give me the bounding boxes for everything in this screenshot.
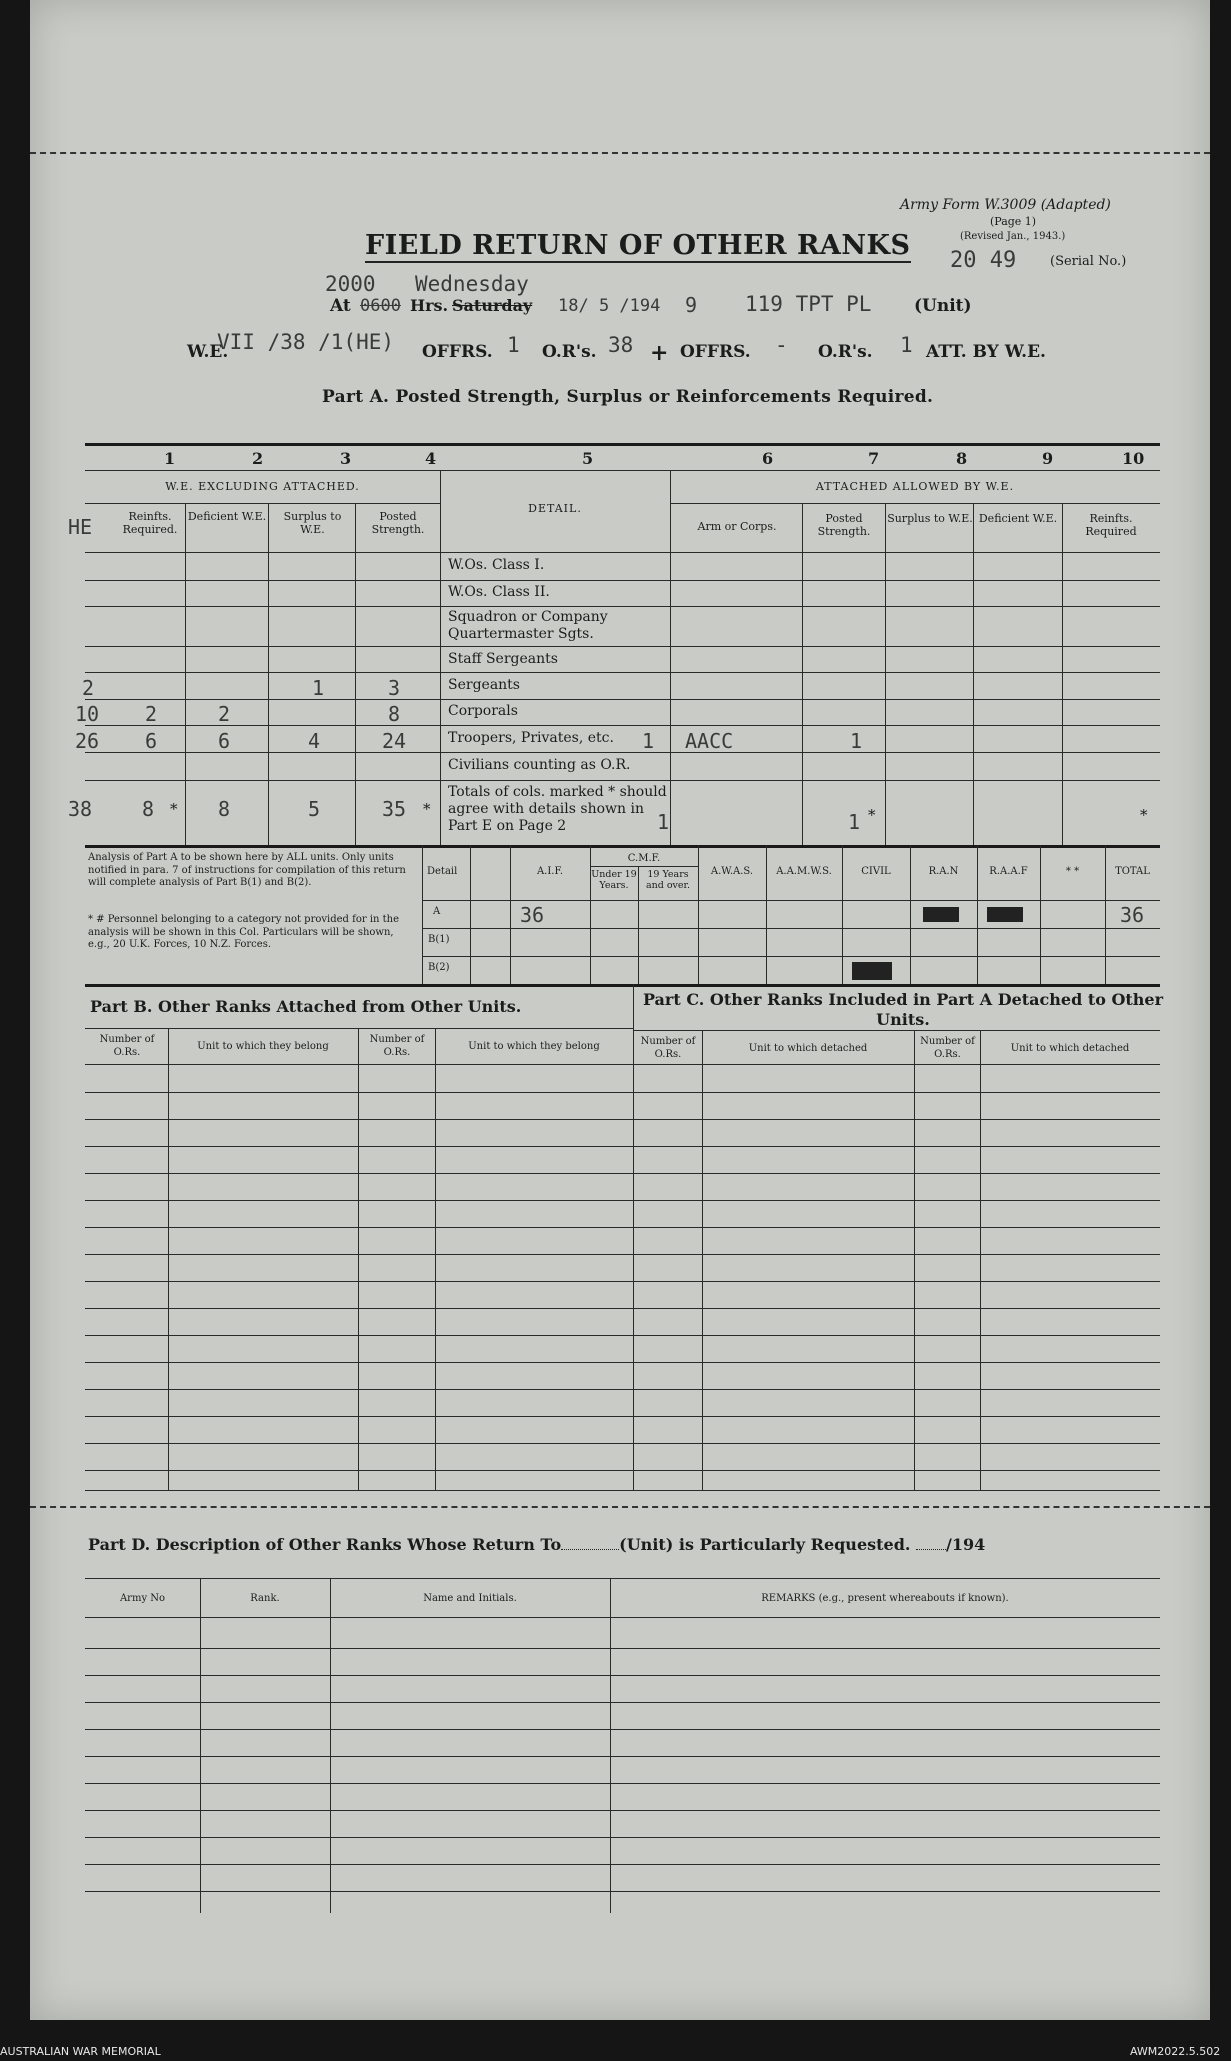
part-d-head-army-no: Army No xyxy=(119,1593,166,1604)
cpl-c2: 2 xyxy=(145,702,158,726)
analysis-a-total: 36 xyxy=(1120,903,1145,927)
perforation-top xyxy=(30,152,1210,154)
row-rule xyxy=(85,646,1160,647)
he-mark: HE xyxy=(68,515,93,539)
head-surplus-att: Surplus to W.E. xyxy=(887,512,973,525)
head-reinfts-att: Reinfts. Required xyxy=(1085,512,1137,538)
part-c-title: Part C. Other Ranks Included in Part A Detached to Other Units. xyxy=(642,990,1164,1029)
redaction-mark xyxy=(987,907,1023,922)
sgt-c1: 2 xyxy=(82,676,95,700)
total-c3: 5 xyxy=(308,797,321,821)
redaction-mark xyxy=(852,962,892,980)
pte-c4: 24 xyxy=(382,729,407,753)
col-num-1: 1 xyxy=(164,449,176,468)
we-value: VII /38 /1(HE) xyxy=(217,330,395,354)
att-label: ATT. BY W.E. xyxy=(926,342,1046,362)
ruled-line xyxy=(85,1756,1160,1757)
analysis-divider xyxy=(590,845,591,984)
col-num-7: 7 xyxy=(868,449,880,468)
analysis-row-b1: B(1) xyxy=(428,934,450,945)
unit-value: 119 TPT PL xyxy=(745,292,872,316)
ruled-line xyxy=(85,1146,1160,1147)
row-label-wo1: W.Os. Class I. xyxy=(448,557,545,573)
offrs2-value: - xyxy=(775,333,788,357)
ors-label: O.R's. xyxy=(542,342,597,362)
plus-sign: + xyxy=(650,340,669,366)
row-rule xyxy=(85,780,1160,781)
total-c5x: 1 xyxy=(657,810,670,834)
analysis-row-b2: B(2) xyxy=(428,962,450,973)
row-rule xyxy=(85,672,1160,673)
offrs-value: 1 xyxy=(507,333,520,357)
offrs2-label: OFFRS. xyxy=(680,342,751,362)
col-num-3: 3 xyxy=(340,449,352,468)
time-printed: 0600 xyxy=(360,296,401,316)
row-label-civ: Civilians counting as O.R. xyxy=(448,757,631,773)
total-star-1: * xyxy=(170,800,178,818)
analysis-head-under19: Under 19 Years. xyxy=(591,869,637,891)
analysis-head-aif: A.I.F. xyxy=(536,866,564,877)
part-c-divider xyxy=(702,1030,703,1490)
detail-heading: DETAIL. xyxy=(528,502,582,515)
total-c1b: 8 xyxy=(142,797,155,821)
attached-heading: ATTACHED ALLOWED BY W.E. xyxy=(815,480,1015,493)
redaction-mark xyxy=(923,907,959,922)
bc-divider xyxy=(633,984,634,1490)
attached-rule xyxy=(670,503,1160,504)
analysis-row-a: A xyxy=(433,906,441,917)
head-posted: Posted Strength. xyxy=(371,510,425,536)
ruled-line xyxy=(85,1416,1160,1417)
part-d-divider xyxy=(200,1578,201,1913)
sgt-c3: 1 xyxy=(312,676,325,700)
part-d-head-rule xyxy=(85,1617,1160,1618)
form-id: Army Form W.3009 (Adapted) xyxy=(900,197,1111,213)
analysis-row-rule xyxy=(422,956,1160,957)
ruled-line xyxy=(85,1891,1160,1892)
row-rule xyxy=(85,580,1160,581)
day-printed: Saturday xyxy=(452,296,533,315)
ruled-line xyxy=(85,1470,1160,1471)
we-label: W.E. xyxy=(187,342,229,362)
day-typed: Wednesday xyxy=(415,272,529,296)
at-label: At xyxy=(330,296,351,316)
part-d-head-name: Name and Initials. xyxy=(423,1593,517,1604)
ruled-line xyxy=(85,1837,1160,1838)
part-b-divider xyxy=(168,1028,169,1490)
bc-bottom-rule xyxy=(85,1490,1160,1491)
col-num-4: 4 xyxy=(425,449,437,468)
part-b-head-num: Number of O.Rs. xyxy=(99,1034,155,1058)
ruled-line xyxy=(85,1335,1160,1336)
bc-head-bottom xyxy=(85,1064,1160,1065)
cmf-rule xyxy=(590,866,698,867)
part-d-title: Part D. Description of Other Ranks Whose Return To (Unit) is Particularly Requested. /194 xyxy=(88,1535,986,1554)
head-deficient-att: Deficient W.E. xyxy=(978,512,1058,525)
ruled-line xyxy=(85,1281,1160,1282)
totals-label: Totals of cols. marked * should agree with details shown in Part E on Page 2 xyxy=(448,784,667,834)
perforation-middle xyxy=(30,1506,1210,1508)
part-d-head-remarks: REMARKS (e.g., present whereabouts if known). xyxy=(761,1593,1009,1604)
form-sheet xyxy=(30,0,1210,2020)
ruled-line xyxy=(85,1254,1160,1255)
col-num-8: 8 xyxy=(956,449,968,468)
part-b-divider xyxy=(358,1028,359,1490)
part-c-head-unit: Unit to which detached xyxy=(748,1043,868,1054)
form-title: FIELD RETURN OF OTHER RANKS xyxy=(365,230,911,261)
col-num-2: 2 xyxy=(252,449,264,468)
serial-value: 20 49 xyxy=(950,248,1017,273)
analysis-head-over19: 19 Years and over. xyxy=(645,869,691,891)
ruled-line xyxy=(85,1308,1160,1309)
ruled-line xyxy=(85,1119,1160,1120)
part-b-title: Part B. Other Ranks Attached from Other Units. xyxy=(90,997,522,1016)
col-divider xyxy=(355,503,356,845)
row-rule xyxy=(85,606,1160,607)
col-divider xyxy=(268,503,269,845)
analysis-head-aamws: A.A.M.W.S. xyxy=(776,866,832,877)
ors-value: 38 xyxy=(608,333,634,357)
pte-c5x: 1 xyxy=(642,729,655,753)
part-d-divider xyxy=(330,1578,331,1913)
analysis-bottom-rule xyxy=(85,984,1160,987)
analysis-divider xyxy=(422,845,423,984)
pte-c3b: 4 xyxy=(308,729,321,753)
ruled-line xyxy=(85,1227,1160,1228)
pte-c7: 1 xyxy=(850,729,863,753)
analysis-head-civil: CIVIL xyxy=(861,866,891,877)
part-d-top-rule xyxy=(85,1578,1160,1579)
part-c-divider xyxy=(980,1030,981,1490)
sgt-c4: 3 xyxy=(388,676,401,700)
analysis-note-2: * # Personnel belonging to a category not provided for in the analysis will be shown in this Col. Particulars will be shown, e.g., 20 U.K. Forces, 10 N.Z. Forces. xyxy=(88,914,400,950)
part-b-head-unit: Unit to which they belong xyxy=(197,1041,329,1052)
analysis-head-awas: A.W.A.S. xyxy=(710,866,754,877)
pte-c2: 6 xyxy=(145,729,158,753)
row-label-cqms: Squadron or Company Quartermaster Sgts. xyxy=(448,609,608,642)
head-surplus: Surplus to W.E. xyxy=(283,510,342,536)
analysis-a-aif: 36 xyxy=(520,903,545,927)
hrs-label: Hrs. xyxy=(410,296,449,315)
row-label-sgt: Sergeants xyxy=(448,677,520,693)
form-page: (Page 1) xyxy=(990,215,1037,228)
total-star-7: * xyxy=(868,806,876,824)
ruled-line xyxy=(85,1389,1160,1390)
cpl-c4: 8 xyxy=(388,702,401,726)
part-a-top-rule xyxy=(85,443,1160,446)
row-rule xyxy=(85,752,1160,753)
total-c1: 38 xyxy=(68,797,93,821)
analysis-header-rule xyxy=(422,900,1160,901)
ruled-line xyxy=(85,1864,1160,1865)
col-divider xyxy=(1062,503,1063,845)
col-number-rule xyxy=(85,470,1160,471)
row-rule xyxy=(85,699,1160,700)
ors2-value: 1 xyxy=(900,333,913,357)
year-digit: 9 xyxy=(685,293,698,317)
analysis-head-stars: * * xyxy=(1065,866,1080,877)
col-num-9: 9 xyxy=(1042,449,1054,468)
part-c-head-top xyxy=(633,1030,1160,1031)
analysis-note: Analysis of Part A to be shown here by ALL units. Only units notified in para. 7 of instructions for compilation of this return will complete analysis of Part B(1) and B(2). xyxy=(88,852,406,888)
form-revised: (Revised Jan., 1943.) xyxy=(960,231,1066,242)
ruled-line xyxy=(85,1675,1160,1676)
row-label-cpl: Corporals xyxy=(448,703,518,719)
head-arm-corps: Arm or Corps. xyxy=(697,520,777,533)
part-c-head-num: Number of O.Rs. xyxy=(640,1036,696,1060)
row-label-ssgt: Staff Sergeants xyxy=(448,651,558,667)
col-divider xyxy=(185,503,186,845)
footer-credit: AUSTRALIAN WAR MEMORIAL xyxy=(0,2045,161,2058)
ruled-line xyxy=(85,1729,1160,1730)
ruled-line xyxy=(85,1362,1160,1363)
head-posted-att: Posted Strength. xyxy=(817,512,871,538)
row-label-pte: Troopers, Privates, etc. xyxy=(448,730,614,746)
footer-accession: AWM2022.5.502 xyxy=(1130,2045,1221,2058)
analysis-head-cmf: C.M.F. xyxy=(627,853,661,864)
col-divider xyxy=(440,470,441,845)
head-reinfts: Reinfts. Required. xyxy=(122,510,178,536)
ruled-line xyxy=(85,1810,1160,1811)
part-c-divider xyxy=(914,1030,915,1490)
total-star-10: * xyxy=(1140,806,1148,824)
analysis-head-ran: R.A.N xyxy=(928,866,959,877)
part-c-head-unit-2: Unit to which detached xyxy=(1010,1043,1130,1054)
part-b-head-unit-2: Unit to which they belong xyxy=(468,1041,600,1052)
col-num-6: 6 xyxy=(762,449,774,468)
ors2-label: O.R's. xyxy=(818,342,873,362)
total-star-4: * xyxy=(423,800,431,818)
ruled-line xyxy=(85,1702,1160,1703)
col-divider xyxy=(885,503,886,845)
pte-c3: 6 xyxy=(218,729,231,753)
analysis-divider xyxy=(470,845,471,984)
ruled-line xyxy=(85,1648,1160,1649)
row-rule xyxy=(85,725,1160,726)
col-num-10: 10 xyxy=(1122,449,1145,468)
time-typed: 2000 xyxy=(325,272,376,296)
analysis-head-total: TOTAL xyxy=(1115,866,1150,877)
ruled-line xyxy=(85,1443,1160,1444)
cpl-c3: 2 xyxy=(218,702,231,726)
analysis-head-detail: Detail xyxy=(427,866,458,877)
part-b-divider xyxy=(435,1028,436,1490)
part-a-title: Part A. Posted Strength, Surplus or Reinforcements Required. xyxy=(322,387,934,407)
we-excl-heading: W.E. EXCLUDING ATTACHED. xyxy=(165,480,360,493)
part-c-head-num-2: Number of O.Rs. xyxy=(920,1036,975,1060)
header-bottom-rule xyxy=(85,552,1160,553)
part-b-head-num-2: Number of O.Rs. xyxy=(369,1034,425,1058)
part-d-head-rank: Rank. xyxy=(250,1593,280,1604)
col-divider xyxy=(802,503,803,845)
totals-bottom-rule xyxy=(85,845,1160,848)
serial-label: (Serial No.) xyxy=(1050,254,1127,269)
head-deficient: Deficient W.E. xyxy=(187,510,267,523)
total-c4: 35 xyxy=(382,797,407,821)
ruled-line xyxy=(85,1173,1160,1174)
ruled-line xyxy=(85,1092,1160,1093)
analysis-head-raaf: R.A.A.F xyxy=(989,866,1028,877)
row-label-wo2: W.Os. Class II. xyxy=(448,584,550,600)
pte-c1: 26 xyxy=(75,729,100,753)
analysis-row-rule xyxy=(422,928,1160,929)
col-num-5: 5 xyxy=(582,449,594,468)
pte-c6: AACC xyxy=(685,729,734,753)
col-divider xyxy=(670,470,671,845)
total-c2: 8 xyxy=(218,797,231,821)
offrs-label: OFFRS. xyxy=(422,342,493,362)
unit-label: (Unit) xyxy=(914,296,972,316)
ruled-line xyxy=(85,1200,1160,1201)
total-c7: 1 xyxy=(848,810,861,834)
ruled-line xyxy=(85,1783,1160,1784)
we-excl-rule xyxy=(85,503,440,504)
part-d-divider xyxy=(610,1578,611,1913)
date-value: 18/ 5 /194 xyxy=(558,296,661,316)
col-divider xyxy=(973,503,974,845)
cpl-c1: 10 xyxy=(75,702,100,726)
